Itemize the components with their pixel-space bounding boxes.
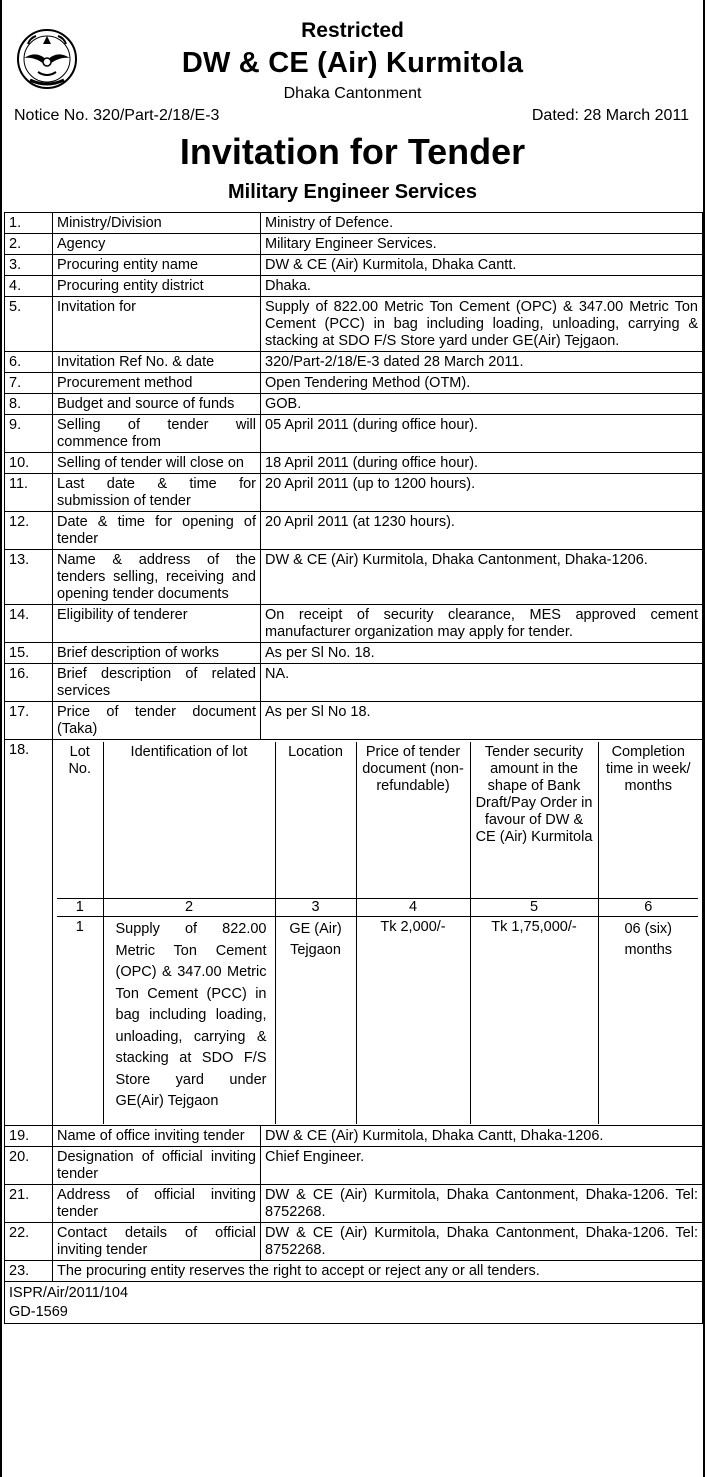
- row-value: As per Sl No 18.: [261, 702, 703, 740]
- row-value: DW & CE (Air) Kurmitola, Dhaka Cantt.: [261, 255, 703, 276]
- row-label: Selling of tender will close on: [53, 453, 261, 474]
- notice-header: [2, 0, 703, 213]
- footer-row: [5, 1282, 703, 1324]
- row-number: 5.: [5, 297, 53, 352]
- table-row: [5, 605, 703, 643]
- column-number: 5: [470, 899, 598, 917]
- table-row: [5, 373, 703, 394]
- table-row: [5, 1147, 703, 1185]
- lot-header: Identification of lot: [103, 742, 275, 899]
- row-label: Procurement method: [53, 373, 261, 394]
- row-number: 10.: [5, 453, 53, 474]
- row-label: Name of office inviting tender: [53, 1126, 261, 1147]
- table-row: [5, 512, 703, 550]
- column-number: 6: [598, 899, 698, 917]
- table-row: [5, 702, 703, 740]
- lot-header: Tender security amount in the shape of Bank Draft/Pay Order in favour of DW & CE (Air) Kurmitola: [470, 742, 598, 899]
- organization-name: DW & CE (Air) Kurmitola: [181, 47, 524, 79]
- table-row: [5, 664, 703, 702]
- table-row: [5, 297, 703, 352]
- row-label: Price of tender document (Taka): [53, 702, 261, 740]
- table-row: [5, 352, 703, 373]
- column-number: 1: [57, 899, 103, 917]
- table-row: [5, 474, 703, 512]
- column-number: 4: [356, 899, 470, 917]
- tender-table: [4, 212, 703, 1324]
- lot-number: 1: [57, 917, 103, 1125]
- row-label: Ministry/Division: [53, 213, 261, 234]
- row-value: Ministry of Defence.: [261, 213, 703, 234]
- row-value: On receipt of security clearance, MES approved cement manufacturer organization may apply for tender.: [261, 605, 703, 643]
- table-row: [5, 415, 703, 453]
- organization-location: Dhaka Cantonment: [283, 85, 422, 102]
- lot-table: [57, 742, 698, 1124]
- table-row: [5, 1185, 703, 1223]
- row-label: Budget and source of funds: [53, 394, 261, 415]
- row-value: Dhaka.: [261, 276, 703, 297]
- row-number: 12.: [5, 512, 53, 550]
- row-value: Chief Engineer.: [261, 1147, 703, 1185]
- row-number: 11.: [5, 474, 53, 512]
- row-label: Agency: [53, 234, 261, 255]
- lot-cell: [53, 740, 703, 1126]
- table-row: [5, 234, 703, 255]
- closing-row: [5, 1261, 703, 1282]
- notice-number: Notice No. 320/Part-2/18/E-3: [14, 107, 220, 124]
- row-number: 14.: [5, 605, 53, 643]
- row-value: 20 April 2011 (up to 1200 hours).: [261, 474, 703, 512]
- row-label: Designation of official inviting tender: [53, 1147, 261, 1185]
- row-value: 18 April 2011 (during office hour).: [261, 453, 703, 474]
- row-value: 320/Part-2/18/E-3 dated 28 March 2011.: [261, 352, 703, 373]
- column-number-row: [57, 899, 698, 917]
- lot-header-row: [57, 742, 698, 899]
- lot-row: [57, 917, 698, 1125]
- row-label: Brief description of related services: [53, 664, 261, 702]
- row-number: 4.: [5, 276, 53, 297]
- row-value: DW & CE (Air) Kurmitola, Dhaka Cantt, Dhaka-1206.: [261, 1126, 703, 1147]
- closing-statement: The procuring entity reserves the right to accept or reject any or all tenders.: [53, 1261, 703, 1282]
- column-number: 3: [275, 899, 356, 917]
- row-value: GOB.: [261, 394, 703, 415]
- row-number: 9.: [5, 415, 53, 453]
- row-value: 05 April 2011 (during office hour).: [261, 415, 703, 453]
- row-value: 20 April 2011 (at 1230 hours).: [261, 512, 703, 550]
- row-number: 22.: [5, 1223, 53, 1261]
- row-label: Procuring entity district: [53, 276, 261, 297]
- lot-header: Lot No.: [57, 742, 103, 899]
- row-value: DW & CE (Air) Kurmitola, Dhaka Cantonment, Dhaka-1206. Tel: 8752268.: [261, 1223, 703, 1261]
- classification-label: Restricted: [301, 19, 404, 42]
- footer-ref-ispr: ISPR/Air/2011/104: [9, 1285, 129, 1301]
- lot-header: Price of tender document (non-refundable): [356, 742, 470, 899]
- table-row: [5, 643, 703, 664]
- notice-date: Dated: 28 March 2011: [531, 107, 689, 124]
- page-subtitle: Military Engineer Services: [227, 181, 477, 203]
- row-number: 19.: [5, 1126, 53, 1147]
- row-number: 1.: [5, 213, 53, 234]
- row-number: 6.: [5, 352, 53, 373]
- lot-header: Completion time in week/ months: [598, 742, 698, 899]
- lot-location: GE (Air) Tejgaon: [275, 917, 356, 1125]
- row-label: Last date & time for submission of tender: [53, 474, 261, 512]
- lot-identification: Supply of 822.00 Metric Ton Cement (OPC) & 347.00 Metric Ton Cement (PCC) in bag including loading, unloading, carrying & stacking at SDO F/S Store yard under GE(Air) Tejgaon: [103, 917, 275, 1125]
- lot-price: Tk 2,000/-: [356, 917, 470, 1125]
- row-number: 2.: [5, 234, 53, 255]
- table-row: [5, 255, 703, 276]
- table-row: [5, 453, 703, 474]
- row-value: Supply of 822.00 Metric Ton Cement (OPC) & 347.00 Metric Ton Cement (PCC) in bag including loading, unloading, carrying & stacking at SDO F/S Store yard under GE(Air) Tejgaon.: [261, 297, 703, 352]
- row-label: Procuring entity name: [53, 255, 261, 276]
- row-number: 3.: [5, 255, 53, 276]
- row-number: 13.: [5, 550, 53, 605]
- row-number: 7.: [5, 373, 53, 394]
- row-label: Date & time for opening of tender: [53, 512, 261, 550]
- lot-security-amount: Tk 1,75,000/-: [470, 917, 598, 1125]
- row-number: 15.: [5, 643, 53, 664]
- row-number: 20.: [5, 1147, 53, 1185]
- footer-references: [5, 1282, 703, 1324]
- row-number: 21.: [5, 1185, 53, 1223]
- row-value: As per Sl No. 18.: [261, 643, 703, 664]
- lot-header: Location: [275, 742, 356, 899]
- row-label: Brief description of works: [53, 643, 261, 664]
- row-number: 18.: [5, 740, 53, 1126]
- table-row: [5, 394, 703, 415]
- column-number: 2: [103, 899, 275, 917]
- table-row: [5, 213, 703, 234]
- row-number: 16.: [5, 664, 53, 702]
- row-label: Contact details of official inviting tender: [53, 1223, 261, 1261]
- row-value: NA.: [261, 664, 703, 702]
- row-label: Name & address of the tenders selling, receiving and opening tender documents: [53, 550, 261, 605]
- row-number: 8.: [5, 394, 53, 415]
- table-row: [5, 1126, 703, 1147]
- table-row: [5, 1223, 703, 1261]
- row-value: DW & CE (Air) Kurmitola, Dhaka Cantonment, Dhaka-1206. Tel: 8752268.: [261, 1185, 703, 1223]
- table-row: [5, 276, 703, 297]
- row-label: Eligibility of tenderer: [53, 605, 261, 643]
- row-label: Address of official inviting tender: [53, 1185, 261, 1223]
- row-value: Military Engineer Services.: [261, 234, 703, 255]
- footer-ref-gd: GD-1569: [9, 1304, 68, 1320]
- row-label: Selling of tender will commence from: [53, 415, 261, 453]
- row-value: Open Tendering Method (OTM).: [261, 373, 703, 394]
- lot-completion-time: 06 (six) months: [598, 917, 698, 1125]
- row-label: Invitation Ref No. & date: [53, 352, 261, 373]
- table-row: [5, 550, 703, 605]
- row-value: DW & CE (Air) Kurmitola, Dhaka Cantonment, Dhaka-1206.: [261, 550, 703, 605]
- row-number: 17.: [5, 702, 53, 740]
- row-label: Invitation for: [53, 297, 261, 352]
- lot-table-row: [5, 740, 703, 1126]
- row-number: 23.: [5, 1261, 53, 1282]
- page-title: Invitation for Tender: [179, 131, 526, 172]
